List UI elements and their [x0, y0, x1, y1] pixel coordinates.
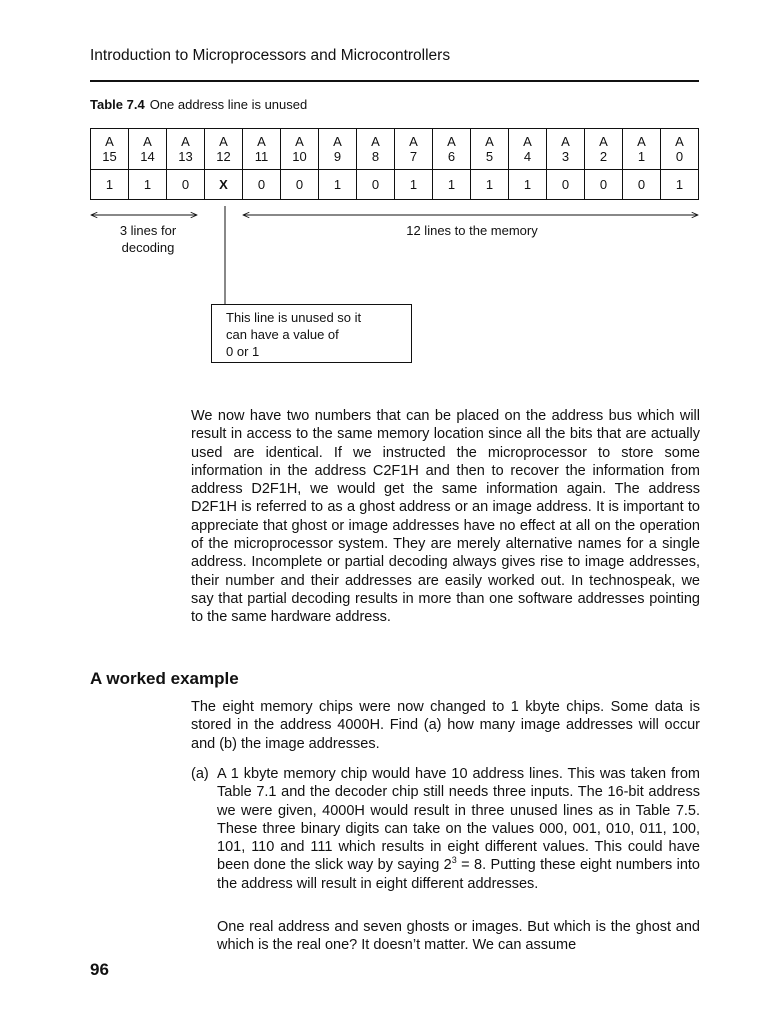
address-line-number: 15: [102, 149, 117, 164]
list-marker-a: (a): [191, 766, 209, 782]
address-line-letter: A: [485, 134, 494, 149]
table-caption-number: Table 7.4: [90, 97, 145, 112]
decoding-label-line2: decoding: [121, 240, 175, 255]
address-line-letter: A: [333, 134, 342, 149]
address-line-number: 13: [178, 149, 193, 164]
address-line-letter: A: [599, 134, 608, 149]
address-bit-value: 1: [471, 170, 509, 200]
address-line-letter: A: [409, 134, 418, 149]
address-bit-value: 0: [585, 170, 623, 200]
callout-line3: 0 or 1: [226, 344, 260, 359]
address-line-number: 3: [561, 149, 570, 164]
paragraph-worked-example: The eight memory chips were now changed to 1 kbyte chips. Some data is stored in the address 4000H. Find (a) how many image addresses will occur and (b) the image addresses.: [191, 699, 700, 752]
address-line-number: 5: [485, 149, 494, 164]
unused-line-callout: [211, 304, 412, 363]
paragraph-image-addresses: We now have two numbers that can be placed on the address bus which will result in access to the same memory location since all the bits that are actually used are identical. If we instructed the microprocessor to store some information in the address C2F1H and then to recover the information from address D2F1H, we would get the same information again. The address D2F1H is referred to as a ghost address or an image address. It is important to appreciate that ghost or image addresses have no effect at all on the operation of the microprocessor system. They are merely alternative names for a single address. Incomplete or partial decoding always gives rise to image addresses, their number and their addresses are easily worked out. In technospeak, we say that partial decoding results in more than one software addresses pointing to the same hardware address.: [191, 408, 700, 626]
address-line-letter: A: [105, 134, 114, 149]
address-bit-value: 0: [167, 170, 205, 200]
address-line-letter: A: [181, 134, 190, 149]
memory-lines-label: 12 lines to the memory: [406, 223, 538, 238]
address-line-number: 2: [599, 149, 608, 164]
address-line-letter: A: [219, 134, 228, 149]
address-line-letter: A: [295, 134, 304, 149]
decoding-label: [98, 222, 198, 256]
address-line-number: 8: [371, 149, 380, 164]
address-line-letter: A: [257, 134, 266, 149]
address-bit-value: 0: [357, 170, 395, 200]
address-bit-value: 0: [243, 170, 281, 200]
address-line-number: 12: [216, 149, 231, 164]
paragraph-real-and-ghosts: One real address and seven ghosts or images. But which is the ghost and which is the real one? It doesn’t matter. We can assume: [217, 919, 700, 954]
address-bit-value: 1: [129, 170, 167, 200]
address-bit-value: 0: [623, 170, 661, 200]
address-bit-value: 0: [281, 170, 319, 200]
callout-line2: can have a value of: [226, 327, 339, 342]
list-item-a-text: [217, 765, 700, 893]
address-line-number: 1: [637, 149, 646, 164]
address-line-letter: A: [675, 134, 684, 149]
table-caption-text: One address line is unused: [149, 97, 308, 112]
address-line-letter: A: [447, 134, 456, 149]
address-bit-value: 0: [547, 170, 585, 200]
address-line-number: 6: [447, 149, 456, 164]
section-heading: A worked example: [90, 669, 239, 688]
address-bit-value: 1: [395, 170, 433, 200]
address-line-number: 7: [409, 149, 418, 164]
list-item-a: [191, 765, 700, 893]
address-bit-value: 1: [509, 170, 547, 200]
address-line-letter: A: [561, 134, 570, 149]
address-line-letter: A: [143, 134, 152, 149]
address-line-number: 4: [523, 149, 532, 164]
address-line-letter: A: [371, 134, 380, 149]
page-number: 96: [90, 960, 109, 979]
address-line-letter: A: [637, 134, 646, 149]
address-bit-value: 1: [91, 170, 129, 200]
address-line-number: 10: [292, 149, 307, 164]
address-bit-value: 1: [319, 170, 357, 200]
address-line-number: 14: [140, 149, 155, 164]
running-head: Introduction to Microprocessors and Microcontrollers: [90, 47, 451, 64]
decoding-label-line1: 3 lines for: [119, 223, 177, 238]
address-line-number: 9: [333, 149, 342, 164]
address-bit-value: 1: [433, 170, 471, 200]
address-line-letter: A: [523, 134, 532, 149]
exponent: 3: [451, 855, 457, 866]
address-bit-value: 1: [661, 170, 699, 200]
callout-line1: This line is unused so it: [226, 310, 362, 325]
address-bit-value: X: [205, 170, 243, 200]
address-line-number: 11: [254, 149, 269, 164]
list-item-a-text-part1: A 1 kbyte memory chip would have 10 address lines. This was taken from Table 7.1 and the decoder chip still needs three inputs. The 16-bit address we were given, 4000H would result in three unused lines as in Table 7.5. These three binary digits can take on the values 000, 001, 010, 011, 100, 101, 110 and 111 which results in eight different values. This could have been done the slick way by saying 2: [217, 766, 700, 874]
list-item-a-text-part2: = 8. Putting these eight numbers into the address will result in eight different addresses.: [217, 857, 701, 892]
address-line-number: 0: [675, 149, 684, 164]
